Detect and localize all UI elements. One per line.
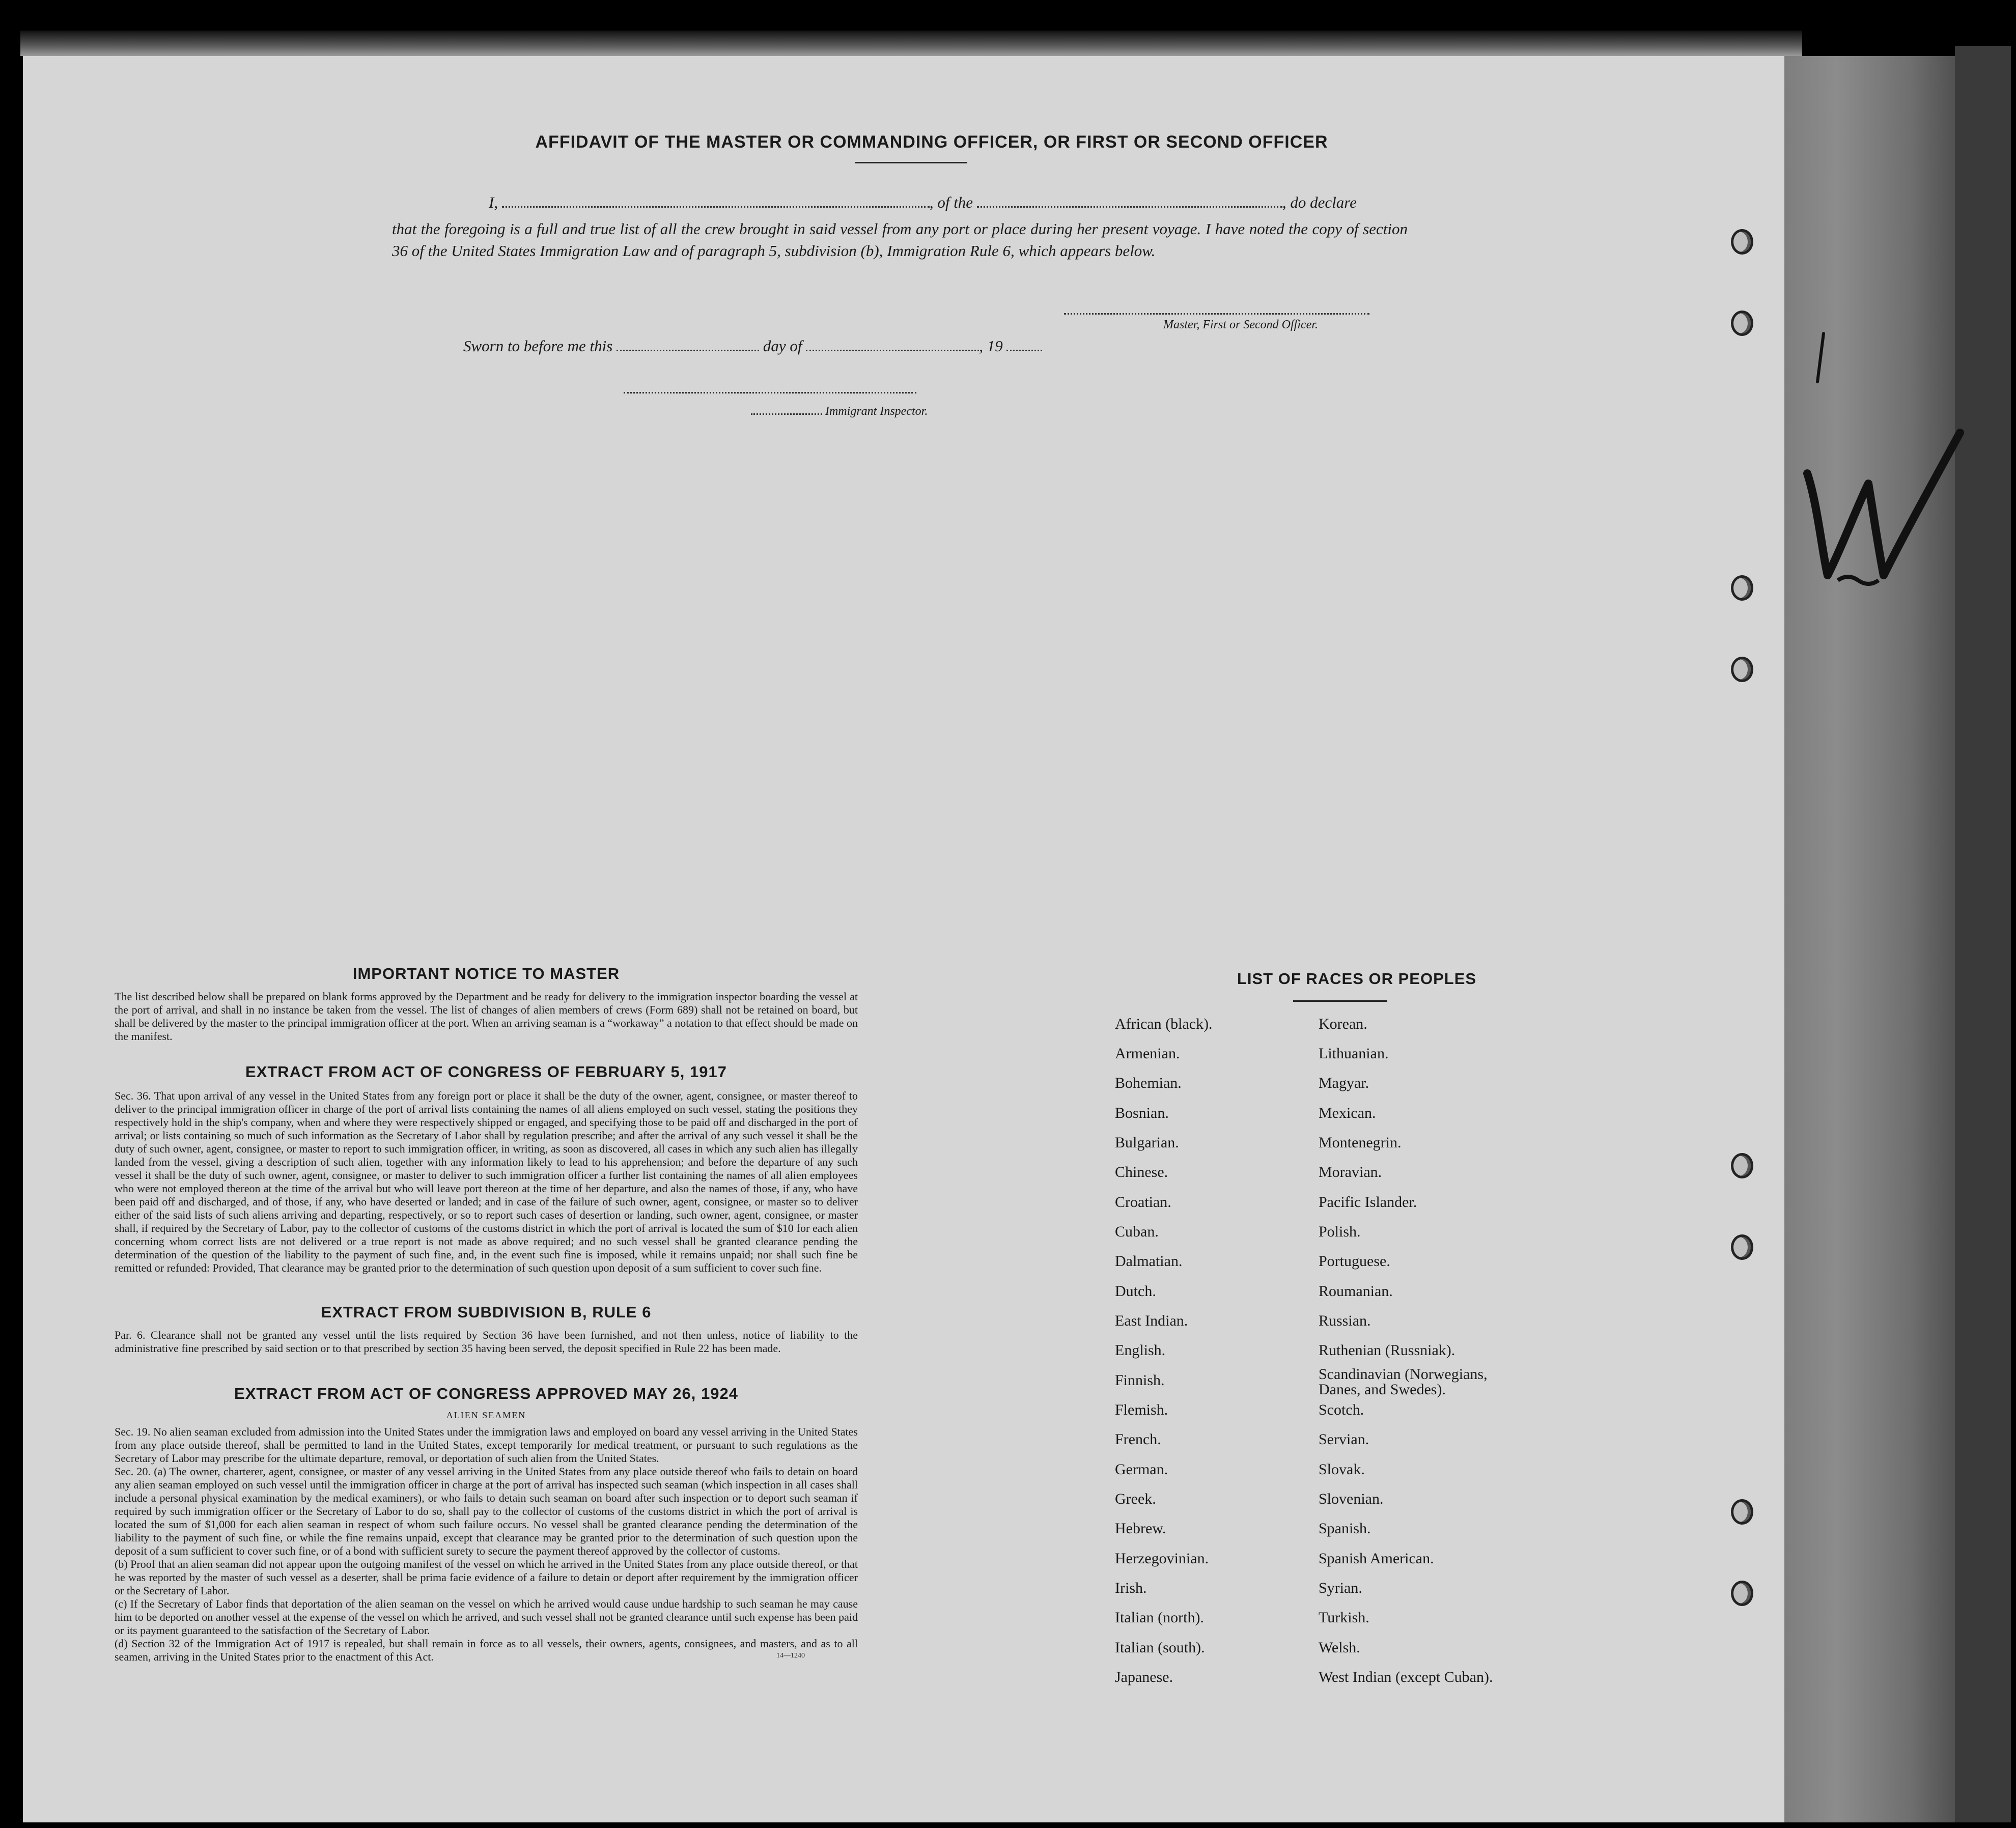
race-left: Cuban. <box>1115 1223 1159 1240</box>
race-right: Scandinavian (Norwegians, Danes, and Swedes). <box>1319 1366 1488 1398</box>
races-list <box>1115 1016 1624 1759</box>
race-left: Herzegovinian. <box>1115 1550 1209 1567</box>
extract-rule6-body: Par. 6. Clearance shall not be granted any vessel until the lists required by Section 36 have been furnished, and not then unless, notice of liability to the administrative fine prescribed by said section or to that prescribed by section 35 having been served, the deposit specified in Rule 22 has been made. <box>115 1329 858 1355</box>
race-right: Portuguese. <box>1319 1253 1390 1270</box>
race-left: Armenian. <box>1115 1045 1180 1062</box>
sworn-text: Sworn to before me this <box>463 337 613 355</box>
race-left: Italian (north). <box>1115 1609 1204 1626</box>
binder-edge <box>1955 46 2011 1822</box>
affidavit-declare: , do declare <box>1282 193 1357 211</box>
form-number: 14—1240 <box>776 1652 805 1660</box>
race-right: Syrian. <box>1319 1580 1362 1596</box>
races-title: LIST OF RACES OR PEOPLES <box>1237 970 1477 988</box>
race-left: French. <box>1115 1431 1161 1448</box>
pen-stroke-icon <box>1812 331 1828 387</box>
affidavit-body: that the foregoing is a full and true list of all the crew brought in said vessel from any port or place during her present voyage. I have noted the copy of section 36 of the United States Immigration Law and of paragraph 5, subdivision (b), Immigration Rule 6, which appears below. <box>392 220 1408 260</box>
extract-1917-body: Sec. 36. That upon arrival of any vessel in the United States from any foreign port or place it shall be the duty of the owner, agent, consignee, or master thereof to deliver to the principal immigration officer in charge of the port of arrival lists containing the names of all aliens employed on such vessel, stating the positions they respectively hold in the ship's company, when and where they were respectively shipped or engaged, and specifying those to be paid off and discharged in the port of arrival; or lists containing so much of such information as the Secretary of Labor shall by regulation prescribe; and after the arrival of any such vessel it shall be the duty of such owner, agent, consignee, or master to report to such immigration officer, in writing, as soon as discovered, all cases in which any such alien has illegally landed from the vessel, giving a description of such alien, together with any information likely to lead to his apprehension; and before the departure of any such vessel it shall be the duty of such owner, agent, consignee, or master to deliver to such immigration officer a further list containing the names of all alien employees who were not employed thereon at the time of the arrival but who will leave port thereon at the time of her departure, and also the names of those, if any, who have been paid off and discharged, and of those, if any, who have deserted or landed; and in case of the failure of such owner, agent, consignee, or master so to deliver either of the said lists of such aliens arriving and departing, respectively, or so to report such cases of desertion or landing, such owner, agent, consignee, or master shall, if required by the Secretary of Labor, pay to the collector of customs of the customs district in which the port of arrival is located the sum of $10 for each alien concerning whom correct lists are not delivered or a true report is not made as above required; and no such vessel shall be granted clearance pending the determination of the question of the liability to the payment of such fine, and, in the event such fine is imposed, while it remains unpaid; nor shall such fine be remitted or refunded: Provided, That clearance may be granted prior to the determination of such question upon deposit of a sum sufficient to cover such fine. <box>115 1089 858 1274</box>
race-left: Bohemian. <box>1115 1075 1182 1091</box>
inspector-line[interactable] <box>624 392 916 393</box>
race-left: Irish. <box>1115 1580 1147 1596</box>
race-right: Montenegrin. <box>1319 1134 1402 1151</box>
race-left: Flemish. <box>1115 1401 1168 1418</box>
race-right: Mexican. <box>1319 1105 1376 1121</box>
inspector-row <box>751 405 928 418</box>
extract-1924-body <box>115 1425 858 1664</box>
affidavit-i: I, <box>489 193 498 211</box>
extract-1924-subtitle: ALIEN SEAMEN <box>446 1410 526 1420</box>
race-right: Roumanian. <box>1319 1283 1393 1300</box>
affidavit-line1 <box>489 193 1415 212</box>
race-right: Turkish. <box>1319 1609 1369 1626</box>
day-of-text: day of <box>763 337 802 355</box>
race-left: East Indian. <box>1115 1312 1188 1329</box>
race-left: Chinese. <box>1115 1164 1168 1180</box>
notice-title: IMPORTANT NOTICE TO MASTER <box>352 965 620 982</box>
race-right: Pacific Islander. <box>1319 1194 1417 1211</box>
race-right: Spanish American. <box>1319 1550 1434 1567</box>
sec19-paragraph: Sec. 19. No alien seaman excluded from admission into the United States under the immigration laws and employed on board any vessel arriving in the United States from any place outside thereof, shall be permitted to land in the United States, except temporarily for medical treatment, or pursuant to such regulations as the Secretary of Labor may prescribe for the ultimate departure, removal, or deportation of such alien from the United States. <box>115 1425 858 1465</box>
name-blank[interactable] <box>502 203 930 208</box>
affidavit-of-the: , of the <box>929 193 973 211</box>
race-right: Korean. <box>1319 1016 1367 1032</box>
punch-hole-icon <box>1731 657 1753 682</box>
race-left: German. <box>1115 1461 1168 1478</box>
race-left: English. <box>1115 1342 1166 1359</box>
race-right: Servian. <box>1319 1431 1369 1448</box>
document-page <box>23 56 1784 1822</box>
inspector-dots <box>751 410 822 415</box>
sworn-day-blank[interactable] <box>617 347 759 351</box>
year-prefix: , 19 <box>979 337 1003 355</box>
affidavit-title: AFFIDAVIT OF THE MASTER OR COMMANDING OFFICER, OR FIRST OR SECOND OFFICER <box>535 132 1328 152</box>
punch-hole-icon <box>1731 1581 1753 1606</box>
race-left: Bosnian. <box>1115 1105 1169 1121</box>
race-right: Ruthenian (Russniak). <box>1319 1342 1455 1359</box>
binder-backing <box>1782 56 1965 1822</box>
sec20b-paragraph: (b) Proof that an alien seaman did not appear upon the outgoing manifest of the vessel on which he arrived in the United States from any place outside thereof, or that he was reported by the master of such vessel as a deserter, shall be prima facie evidence of a failure to detain or deport after requirement by the immigration officer or the Secretary of Labor. <box>115 1558 858 1597</box>
punch-hole-icon <box>1731 1153 1753 1178</box>
signature-label: Master, First or Second Officer. <box>1163 318 1318 331</box>
punch-hole-icon <box>1731 1234 1753 1260</box>
race-right: Spanish. <box>1319 1520 1371 1537</box>
page-top-edge <box>20 31 1802 56</box>
sworn-month-blank[interactable] <box>806 347 979 351</box>
race-left: Croatian. <box>1115 1194 1171 1211</box>
race-right: Scotch. <box>1319 1401 1364 1418</box>
inspector-label: Immigrant Inspector. <box>825 405 928 418</box>
sec20c-paragraph: (c) If the Secretary of Labor finds that deportation of the alien seaman on the vessel on which he arrived would cause undue hardship to such seaman he may cause him to be deported on another vessel at the expense of the vessel on which he arrived, and such vessel shall not be granted clearance until such expense has been paid or its payment guaranteed to the satisfaction of the Secretary of Labor. <box>115 1597 858 1637</box>
race-left: African (black). <box>1115 1016 1213 1032</box>
sec20d-paragraph: (d) Section 32 of the Immigration Act of 1917 is repealed, but shall remain in force as to all vessels, their owners, agents, consignees, and masters, and as to all seamen, arriving in the United States prior to the enactment of this Act. <box>115 1637 858 1663</box>
race-left: Dalmatian. <box>1115 1253 1183 1270</box>
race-right: Slovenian. <box>1319 1490 1384 1507</box>
signature-line[interactable] <box>1064 313 1369 315</box>
race-left: Finnish. <box>1115 1372 1165 1389</box>
extract-1917-title: EXTRACT FROM ACT OF CONGRESS OF FEBRUARY 5, 1917 <box>245 1063 727 1081</box>
sec20a-paragraph: Sec. 20. (a) The owner, charterer, agent, consignee, or master of any vessel arriving in the United States from any place outside thereof who fails to detain on board any alien seaman employed on such vessel until the immigration officer in charge at the port of arrival has inspected such seaman (which inspection in all cases shall include a personal physical examination by the medical examiners), or who fails to detain such seaman on board after such inspection or to deport such seaman if required by such immigration officer or the Secretary of Labor to do so, shall pay to the collector of customs of the customs district in which the port of arrival is located the sum of $1,000 for each alien seaman in respect of whom such failure occurs. No vessel shall be granted clearance pending the determination of the liability to the payment of such fine, or while the fine remains unpaid, except that clearance may be granted prior to the determination of such question upon the deposit of a sum sufficient to cover such fine, or of a bond with sufficient surety to secure the payment thereof approved by the collector of customs. <box>115 1465 858 1557</box>
races-rule <box>1293 1000 1387 1002</box>
race-left: Japanese. <box>1115 1669 1173 1685</box>
race-right: Russian. <box>1319 1312 1371 1329</box>
sworn-line <box>463 337 1042 355</box>
race-right: Welsh. <box>1319 1639 1360 1656</box>
race-right: Slovak. <box>1319 1461 1365 1478</box>
race-right: Polish. <box>1319 1223 1361 1240</box>
vessel-blank[interactable] <box>977 203 1282 208</box>
sworn-year-blank[interactable] <box>1006 347 1042 351</box>
race-right: Moravian. <box>1319 1164 1382 1180</box>
race-left: Bulgarian. <box>1115 1134 1179 1151</box>
race-left: Italian (south). <box>1115 1639 1205 1656</box>
race-right: Magyar. <box>1319 1075 1369 1091</box>
punch-hole-icon <box>1731 1499 1753 1525</box>
punch-hole-icon <box>1731 311 1753 336</box>
race-left: Dutch. <box>1115 1283 1156 1300</box>
race-right: West Indian (except Cuban). <box>1319 1669 1493 1685</box>
extract-rule6-title: EXTRACT FROM SUBDIVISION B, RULE 6 <box>321 1303 652 1321</box>
notice-body: The list described below shall be prepared on blank forms approved by the Department and be ready for delivery to the immigration inspector boarding the vessel at the port of arrival, and shall in no instance be taken from the vessel. The list of changes of alien members of crews (Form 689) shall not be retained on board, but shall be delivered by the master to the principal immigration officer at the port. When an arriving seaman is a “workaway” a notation to that effect should be made on the manifest. <box>115 990 858 1043</box>
handwritten-mark-icon <box>1797 423 1980 590</box>
punch-hole-icon <box>1731 229 1753 255</box>
punch-hole-icon <box>1731 575 1753 601</box>
title-rule <box>855 162 967 163</box>
extract-1924-title: EXTRACT FROM ACT OF CONGRESS APPROVED MAY 26, 1924 <box>234 1385 738 1402</box>
race-left: Hebrew. <box>1115 1520 1166 1537</box>
race-right: Lithuanian. <box>1319 1045 1389 1062</box>
race-left: Greek. <box>1115 1490 1156 1507</box>
